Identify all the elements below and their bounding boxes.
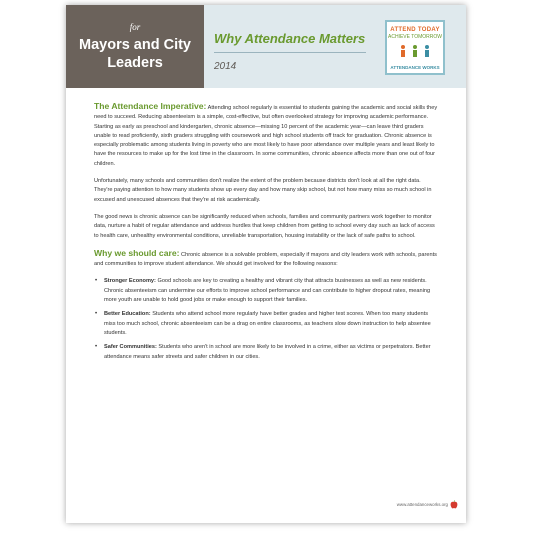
title-panel [204, 5, 466, 88]
title-divider [214, 52, 366, 53]
footer-url: www.attendanceworks.org [396, 502, 448, 507]
data-paragraph: Unfortunately, many schools and communities don't realize the extent of the problem because districts don't look at all the right data. They're paying attention to how many students show up every day and how many skip school, but not how many miss so much school in excused and unexcused absences that they're at risk academically. [94, 178, 432, 203]
care-paragraph [94, 249, 438, 270]
logo-line-attend: ATTEND TODAY [390, 27, 440, 33]
apple-icon [450, 500, 458, 509]
header [66, 5, 466, 88]
reason-text: Students who attend school more regularly have better grades and higher test scores. When too many students miss too much school, chronic absenteeism can be a drag on entire classrooms, as teachers slow down instruction to help absentee students. [104, 311, 431, 336]
care-text: Chronic absence is a solvable problem, especially if mayors and city leaders work with schools, parents and communities to improve student attendance. We should get involved for the following reasons: [94, 251, 437, 268]
people-icon [395, 44, 435, 58]
audience-title: Mayors and City Leaders [79, 37, 191, 71]
reason-text: Good schools are key to creating a healthy and vibrant city that attracts businesses as well as new residents. Chronic absenteeism can undermine our efforts to improve school performance and can contribute to higher dropout rates, meaning more youth are unable to hold good jobs or make enough to support their families. [104, 278, 431, 304]
list-item [95, 343, 438, 362]
year-label: 2014 [214, 61, 237, 72]
bullet-icon: • [95, 344, 98, 351]
imperative-text: Attending school regularly is essential to students gaining the academic and social skills they need to succeed. Reducing absenteeism is a simple, cost-effective, but often overlooked strategy for improving academic performance. Starting as early as preschool and kindergarten, chronic absence—missing 10 percent of the academic year—can leave third graders unable to read proficiently, sixth graders struggling with coursework and high school students off track for graduation. Chronic absence is especially problematic among students living in poverty who are most likely to have poor attendance over multiple years and least likely to have the resources to make up for the lost time in the classroom. In some communities, chronic absence affects more than one out of four children. [94, 105, 438, 167]
bullet-icon: • [95, 278, 98, 285]
reasons-list [94, 277, 438, 361]
for-label: for [129, 22, 141, 32]
list-item [95, 310, 438, 338]
imperative-heading: The Attendance Imperative: [94, 101, 207, 111]
fact-sheet-page [66, 5, 466, 523]
page-title: Why Attendance Matters [214, 31, 366, 46]
care-heading: Why we should care: [94, 247, 180, 258]
imperative-paragraph [94, 102, 438, 169]
logo-line-achieve: ACHIEVE TOMORROW [388, 34, 442, 40]
reason-term: Better Education: [104, 311, 151, 318]
attendance-works-logo [385, 20, 445, 75]
bullet-icon: • [95, 311, 98, 318]
good-news-paragraph: The good news is chronic absence can be significantly reduced when schools, families and community partners work together to monitor data, nurture a habit of regular attendance and address hurdles that keep children from getting to school every day such as lack of access to health care, unhealthy environmental conditions, unreliable transportation, housing instability or the lack of safe paths to school. [94, 213, 435, 239]
reason-term: Stronger Economy: [104, 278, 156, 285]
audience-panel [66, 5, 204, 88]
list-item [95, 277, 438, 305]
body-content [94, 102, 438, 367]
logo-line-works: ATTENDANCE WORKS [390, 65, 440, 70]
reason-text: Students who aren't in school are more likely to be involved in a crime, either as victims or perpetrators. Better attendance means safer streets and safer children in our cities. [104, 344, 431, 360]
reason-term: Safer Communities: [104, 344, 157, 351]
